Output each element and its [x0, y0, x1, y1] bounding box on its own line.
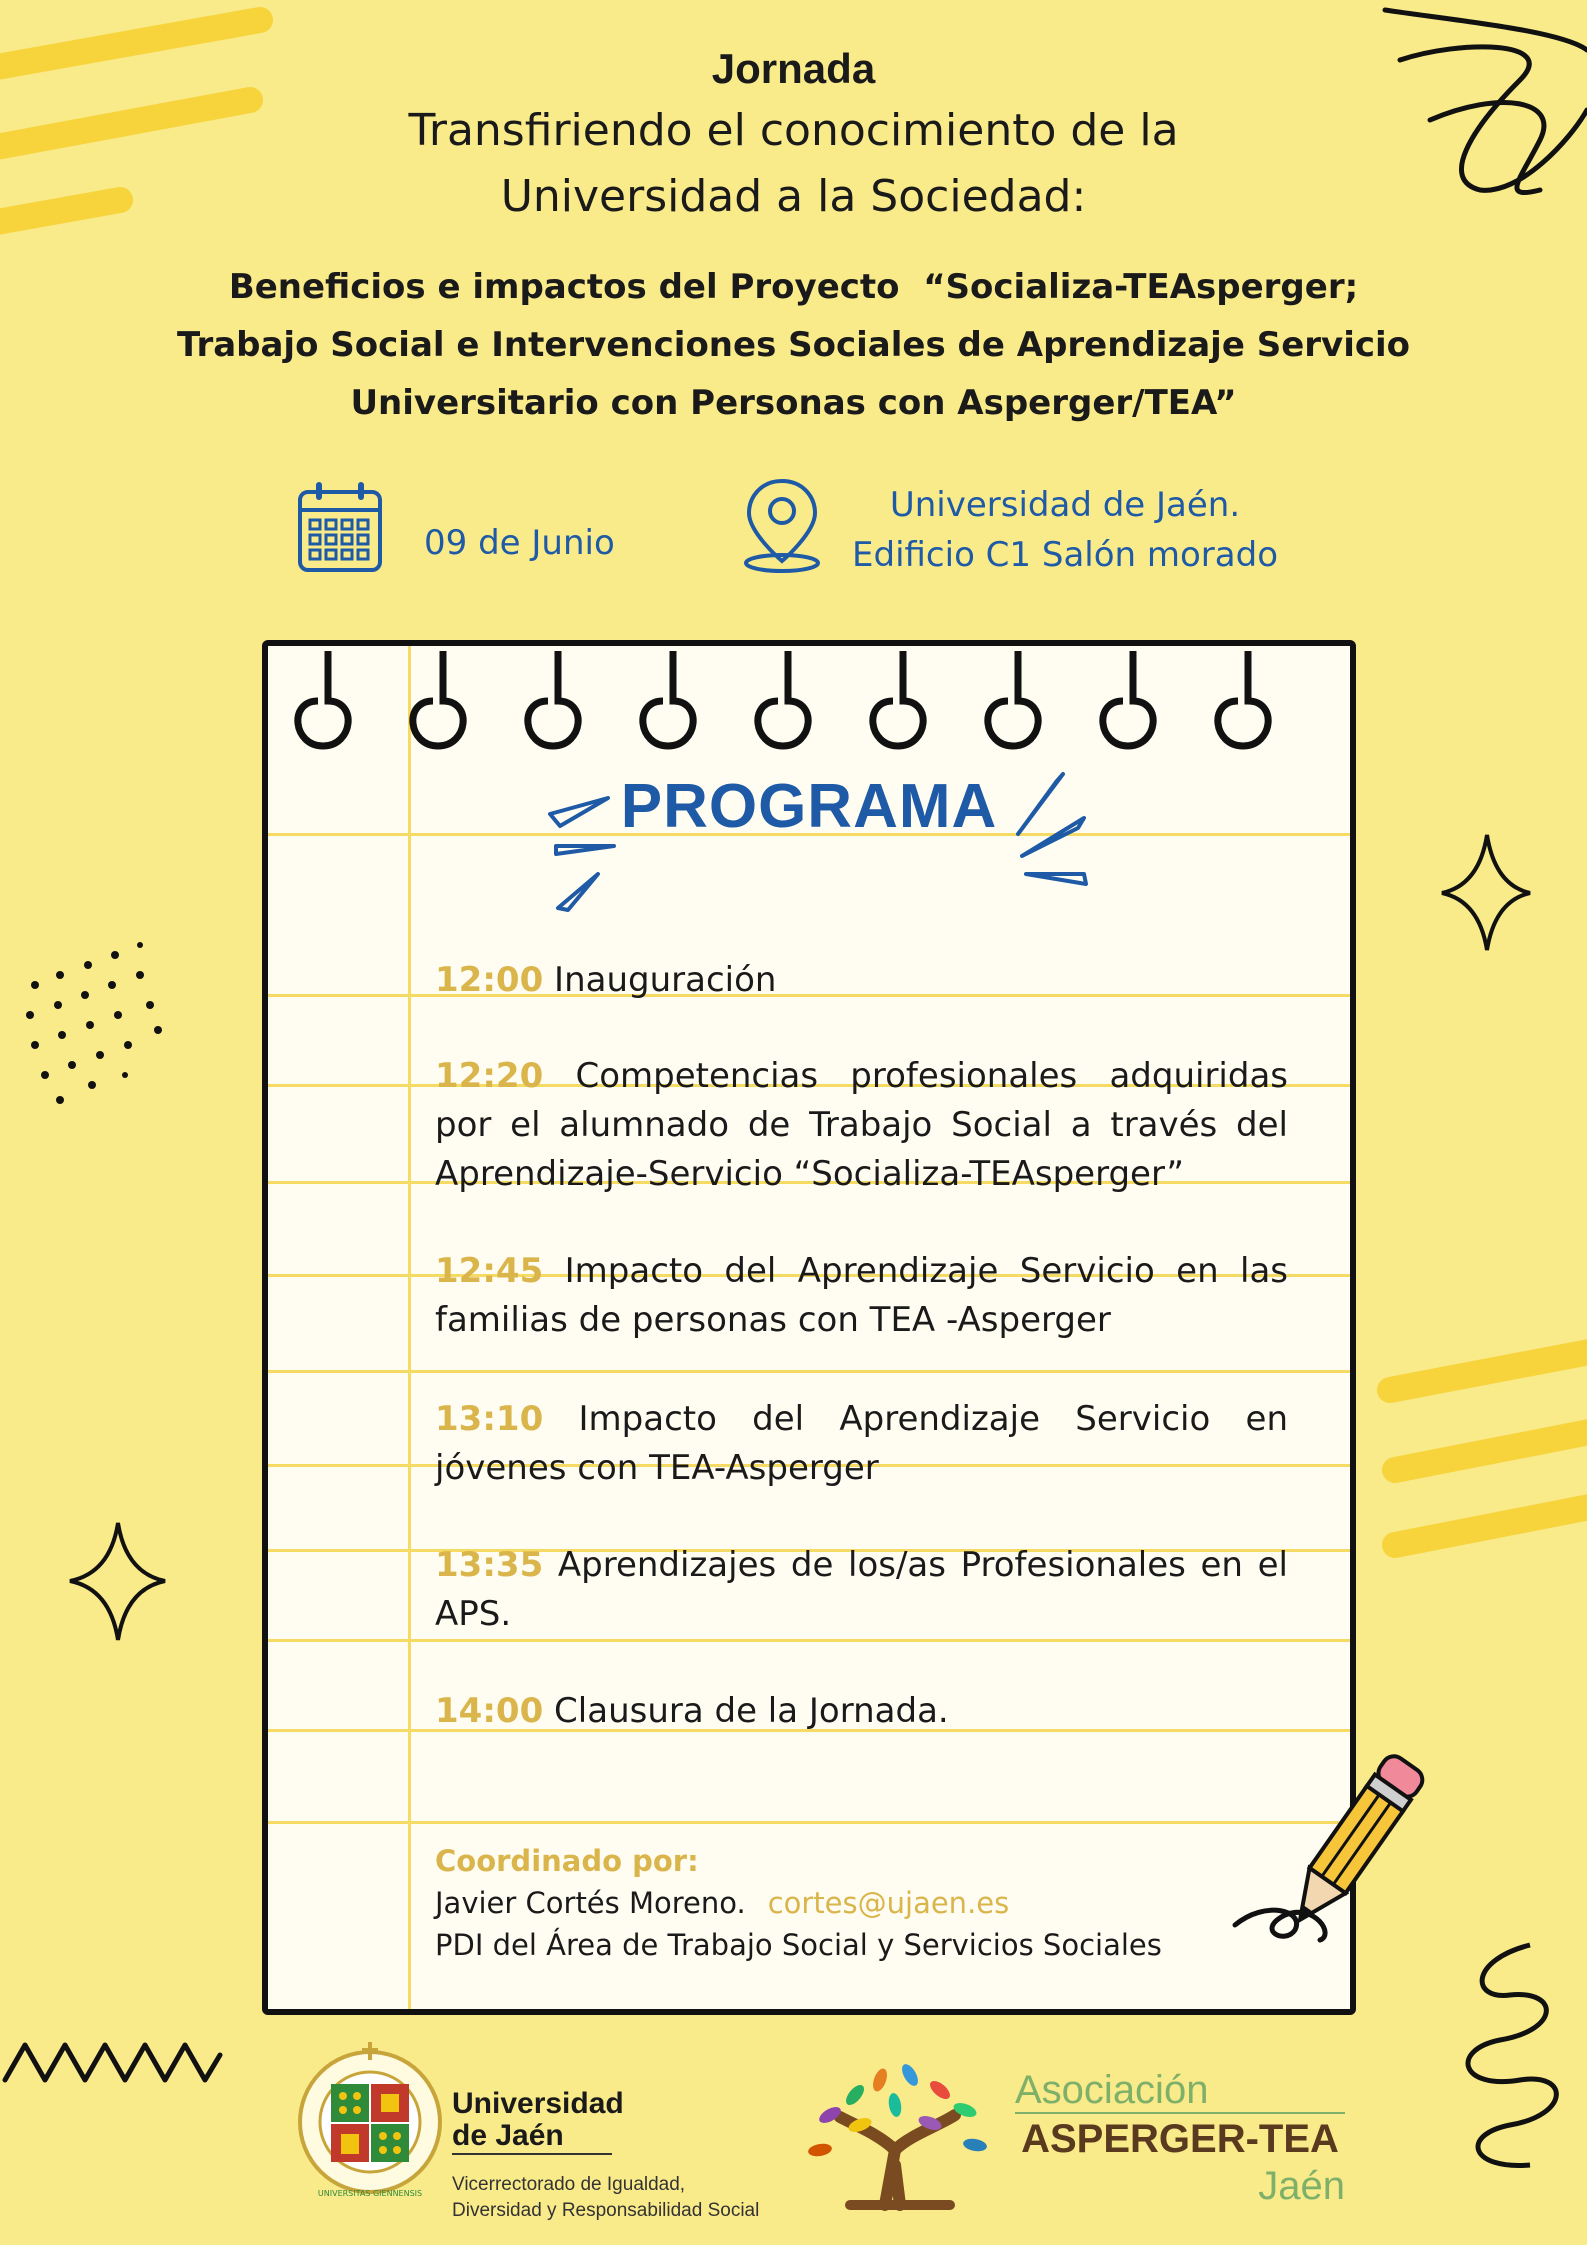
project-line-3: Universitario con Personas con Asperger/TEA” [350, 383, 1237, 423]
location-line-1: Universidad de Jaén. [889, 485, 1241, 525]
universidad-jaen-vicerrectorado [452, 2172, 759, 2224]
uja-sub-line-2: Diversidad y Responsabilidad Social [452, 2200, 760, 2221]
event-location [835, 480, 1295, 580]
subtitle-line-1: Transfiriendo el conocimiento de la [408, 105, 1179, 156]
programa-title: PROGRAMA [620, 772, 998, 841]
uja-name-line-1: Universidad [452, 2087, 624, 2120]
calendar-icon [296, 480, 386, 575]
uja-name-line-2: de Jaén [452, 2119, 564, 2152]
assoc-line-3: Jaén [1258, 2164, 1345, 2208]
program-time: 12:00 [435, 960, 544, 1000]
program-time: 12:45 [435, 1251, 544, 1291]
coordinator-name: Javier Cortés Moreno. [435, 1886, 746, 1920]
coordinator-email[interactable]: cortes@ujaen.es [767, 1886, 1010, 1920]
event-date: 09 de Junio [424, 523, 615, 563]
project-title [0, 258, 1587, 432]
notebook-rule [268, 1821, 1350, 1824]
program-text: Impacto del Aprendizaje Servicio en las familias de personas con TEA -Asperger [435, 1251, 1289, 1340]
program-time: 13:10 [435, 1399, 544, 1439]
seal-lettering: UNIVERSITAS GIENNENSIS [317, 2189, 423, 2198]
universidad-jaen-seal [295, 2040, 445, 2200]
program-item-4 [435, 1395, 1288, 1493]
program-notebook [262, 640, 1356, 2015]
program-item-2 [435, 1052, 1288, 1199]
spring-coil-icon [1468, 1945, 1556, 2165]
coordinator-block [435, 1840, 1162, 1966]
coordinator-label: Coordinado por: [435, 1844, 699, 1878]
pencil-icon [1225, 1725, 1475, 1965]
asociacion-tree-logo [800, 2055, 1000, 2215]
program-item-1 [435, 956, 1288, 1005]
program-text: Inauguración [554, 960, 777, 1000]
yellow-brush-strokes-right [1390, 1350, 1587, 1545]
program-text: Aprendizajes de los/as Profesionales en el APS. [435, 1545, 1288, 1634]
asociacion-name [1015, 2068, 1345, 2208]
program-text: Impacto del Aprendizaje Servicio en jóvenes con TEA-Asperger [435, 1399, 1289, 1488]
dots-pattern [26, 942, 162, 1104]
uja-sub-line-1: Vicerrectorado de Igualdad, [452, 2174, 686, 2195]
assoc-line-1: Asociación [1015, 2068, 1209, 2112]
universidad-jaen-name [452, 2088, 624, 2152]
location-line-2: Edificio C1 Salón morado [852, 535, 1278, 575]
event-type: Jornada [711, 45, 876, 92]
project-line-2: Trabajo Social e Intervenciones Sociales de Aprendizaje Servicio [176, 325, 1411, 365]
uja-divider [452, 2153, 612, 2155]
program-time: 14:00 [435, 1691, 544, 1731]
program-item-3 [435, 1247, 1288, 1345]
program-text: Competencias profesionales adquiridas por el alumnado de Trabajo Social a través del Aprendizaje-Servicio “Socializa-TEAsperger” [435, 1056, 1288, 1194]
program-time: 12:20 [435, 1056, 544, 1096]
coordinator-contact [435, 1882, 1162, 1924]
program-item-5 [435, 1541, 1288, 1639]
program-text: Clausura de la Jornada. [554, 1691, 949, 1731]
program-item-6 [435, 1687, 1288, 1736]
subtitle-line-2: Universidad a la Sociedad: [500, 171, 1087, 222]
notebook-margin-line [408, 646, 411, 2009]
notebook-rule [268, 1639, 1350, 1642]
zigzag-icon [5, 2045, 220, 2080]
coordinator-role: PDI del Área de Trabajo Social y Servicios Sociales [435, 1928, 1162, 1962]
project-line-1: Beneficios e impactos del Proyecto “Socializa-TEAsperger; [228, 267, 1359, 307]
assoc-line-2: ASPERGER-TEA [1015, 2112, 1345, 2164]
header [0, 40, 1587, 432]
notebook-rule [268, 1370, 1350, 1373]
program-time: 13:35 [435, 1545, 544, 1585]
map-pin-icon [737, 475, 827, 575]
